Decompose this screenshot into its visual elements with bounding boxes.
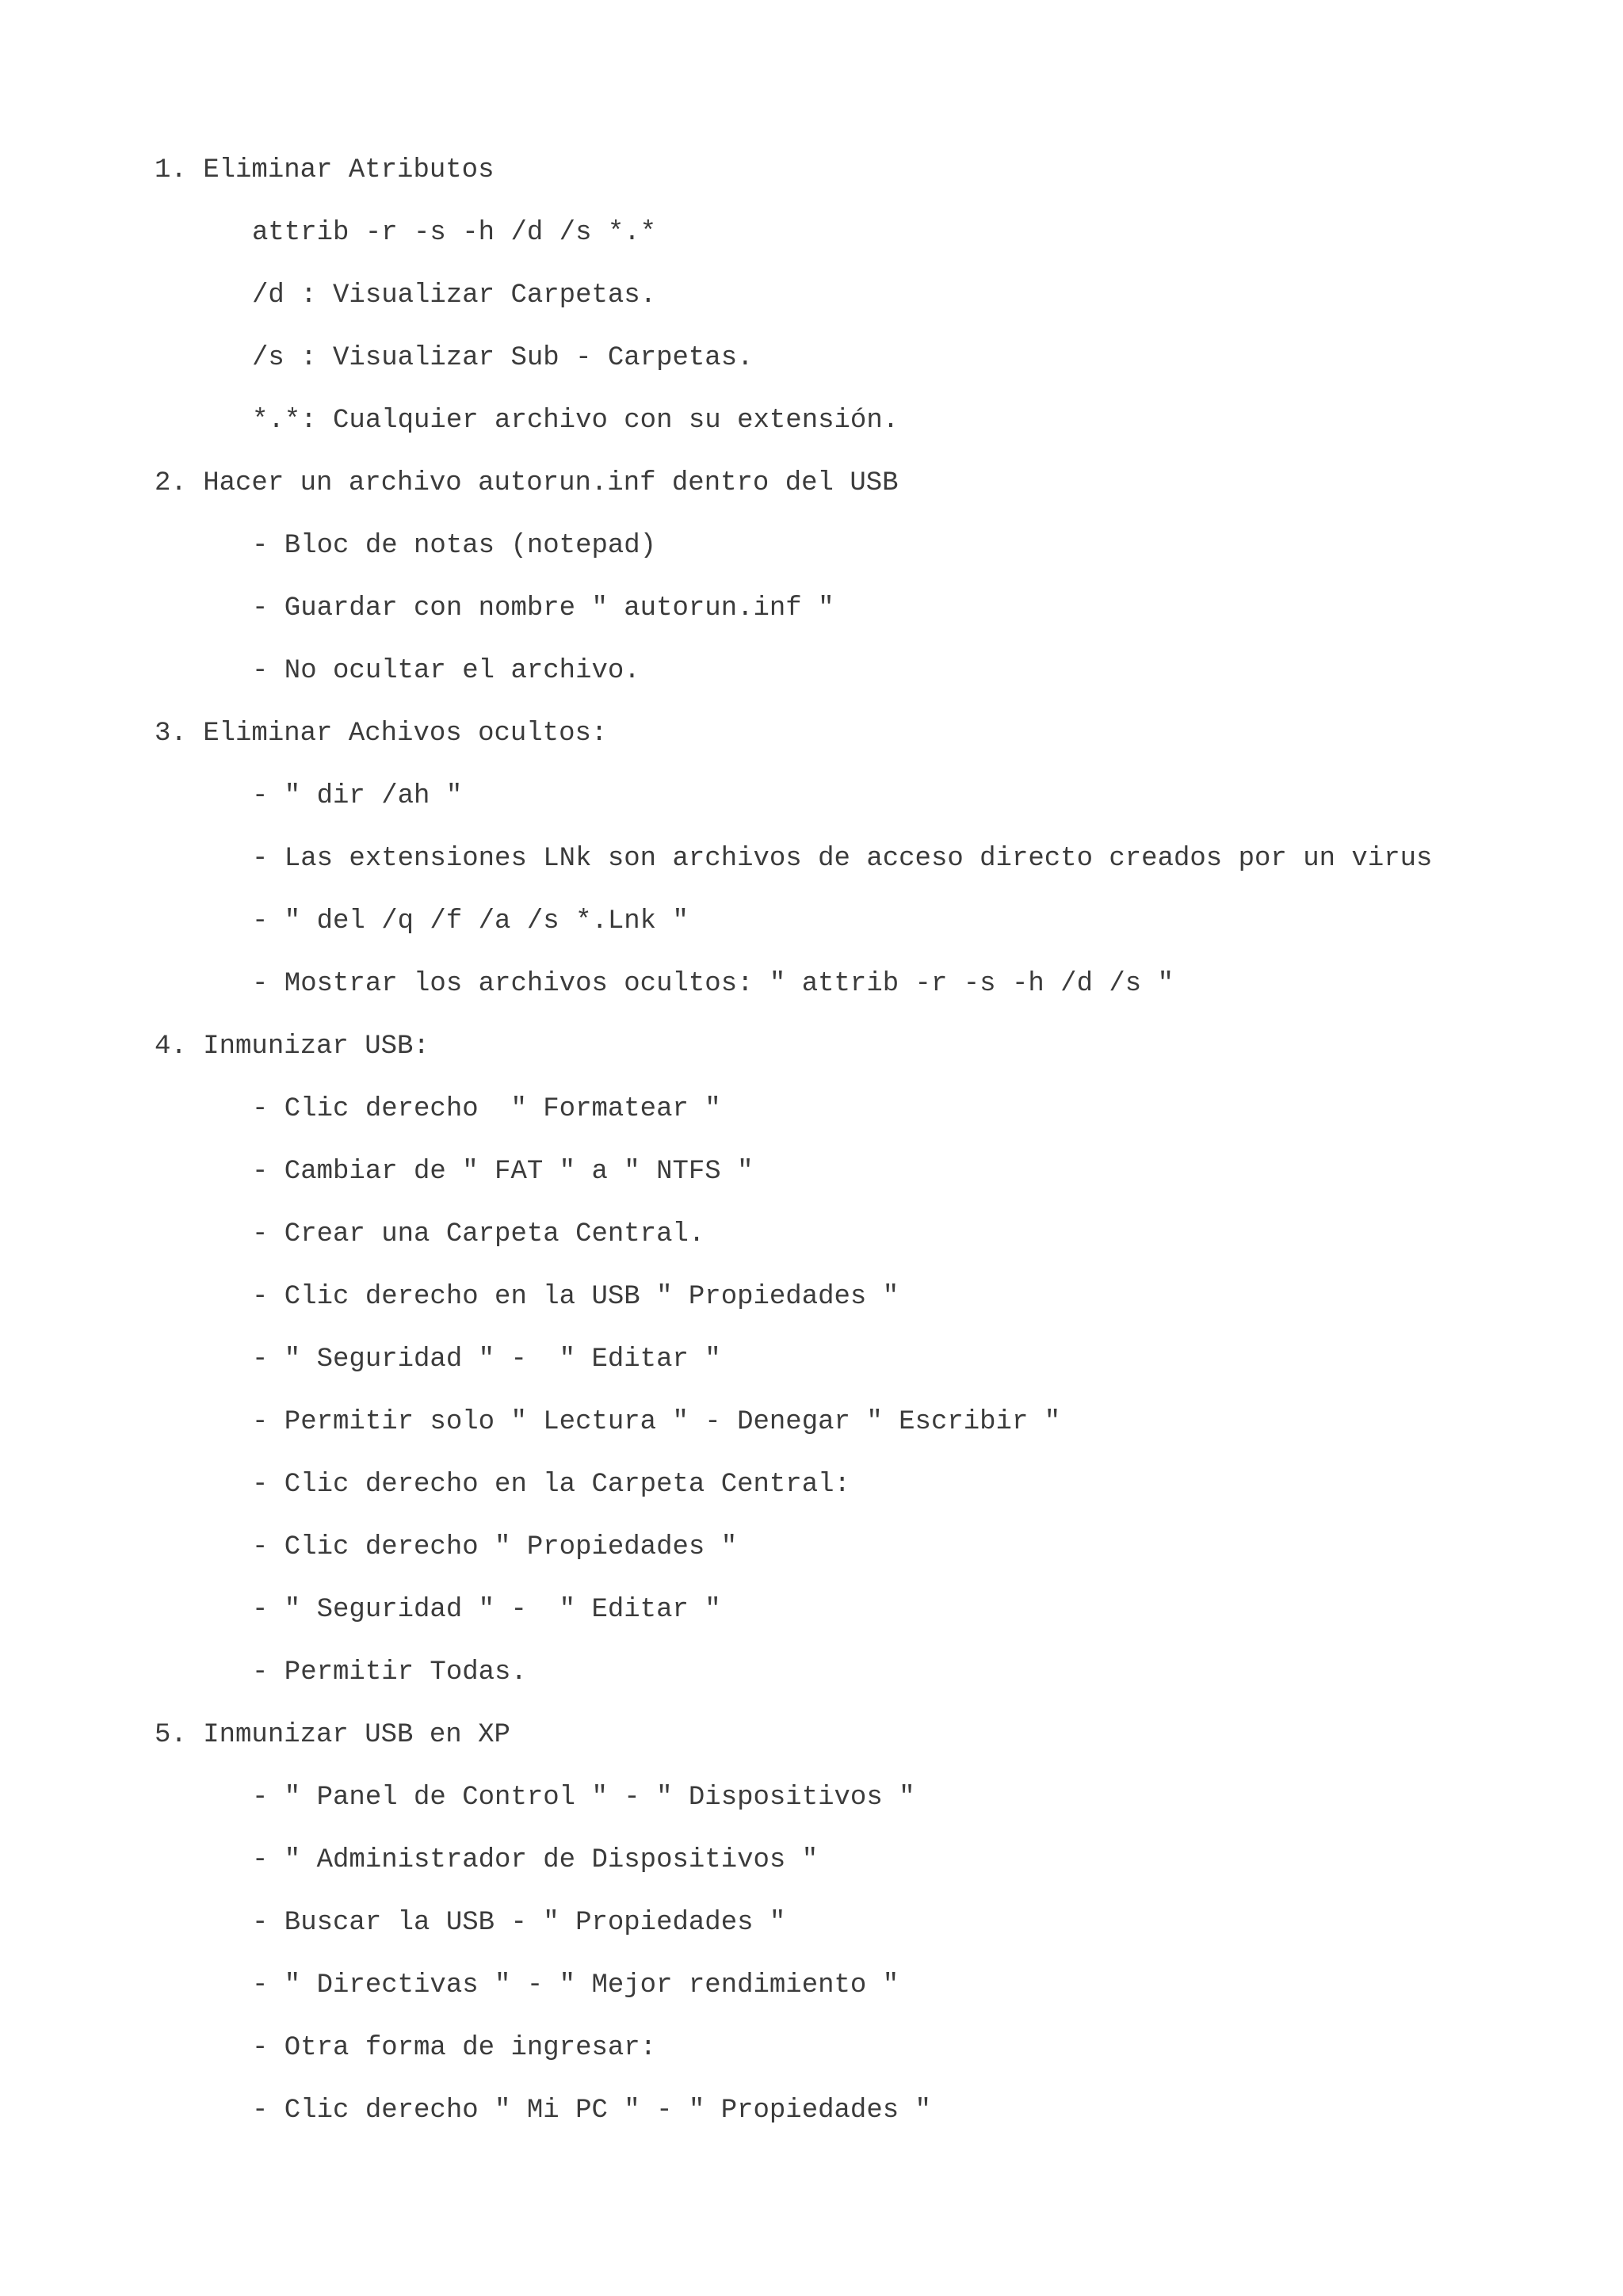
list-item: attrib -r -s -h /d /s *.* (252, 218, 657, 248)
list-item: - " Seguridad " - " Editar " (252, 1344, 721, 1375)
list-item: - Bloc de notas (notepad) (252, 531, 657, 561)
list-item: - Buscar la USB - " Propiedades " (252, 1908, 786, 1938)
list-item: - Clic derecho " Propiedades " (252, 1532, 738, 1562)
list-item: - Clic derecho " Formatear " (252, 1094, 721, 1124)
list-item: - Crear una Carpeta Central. (252, 1219, 705, 1249)
section-heading: 4. Inmunizar USB: (155, 1032, 430, 1062)
list-item: - Permitir Todas. (252, 1657, 527, 1688)
list-item: - Clic derecho en la Carpeta Central: (252, 1470, 850, 1500)
list-item: - Permitir solo " Lectura " - Denegar " Escribir " (252, 1407, 1061, 1437)
list-item: - " Directivas " - " Mejor rendimiento " (252, 1970, 899, 2000)
section-heading: 3. Eliminar Achivos ocultos: (155, 719, 608, 749)
list-item: /s : Visualizar Sub - Carpetas. (252, 343, 754, 373)
list-item: - " dir /ah " (252, 781, 463, 811)
section-heading: 5. Inmunizar USB en XP (155, 1720, 510, 1750)
list-item: - " Seguridad " - " Editar " (252, 1595, 721, 1625)
section-heading: 2. Hacer un archivo autorun.inf dentro del USB (155, 468, 899, 498)
list-item: - " del /q /f /a /s *.Lnk " (252, 906, 689, 936)
list-item: - Cambiar de " FAT " a " NTFS " (252, 1157, 754, 1187)
list-item: /d : Visualizar Carpetas. (252, 280, 657, 311)
section-heading: 1. Eliminar Atributos (155, 155, 495, 185)
list-item: - Las extensiones LNk son archivos de acceso directo creados por un virus (252, 844, 1433, 874)
list-item: *.*: Cualquier archivo con su extensión. (252, 406, 899, 436)
list-item: - Otra forma de ingresar: (252, 2033, 657, 2063)
list-item: - Mostrar los archivos ocultos: " attrib -r -s -h /d /s " (252, 969, 1174, 999)
list-item: - Clic derecho " Mi PC " - " Propiedades " (252, 2096, 931, 2126)
list-item: - No ocultar el archivo. (252, 656, 640, 686)
list-item: - " Panel de Control " - " Dispositivos " (252, 1783, 915, 1813)
list-item: - " Administrador de Dispositivos " (252, 1845, 819, 1875)
list-item: - Clic derecho en la USB " Propiedades " (252, 1282, 899, 1312)
list-item: - Guardar con nombre " autorun.inf " (252, 593, 834, 624)
